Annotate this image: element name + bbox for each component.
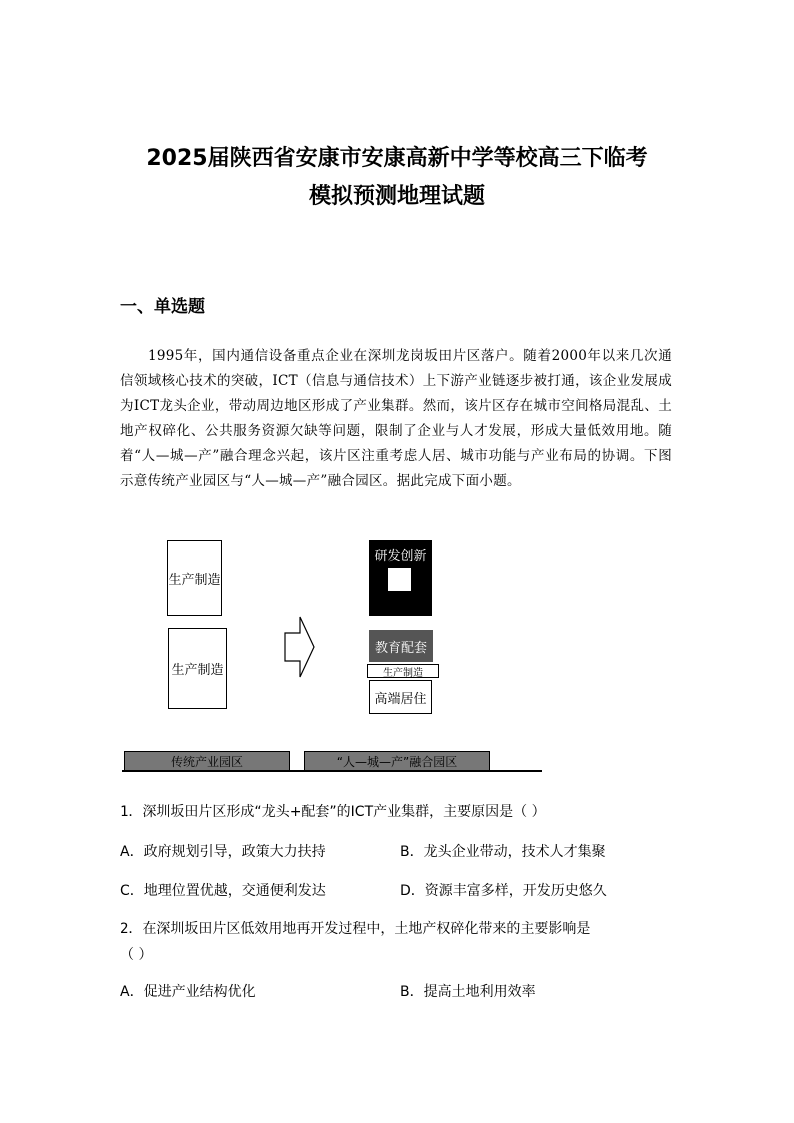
question-1 bbox=[120, 799, 680, 825]
exam-title bbox=[60, 140, 734, 216]
question-2-stem-bracket: （ ） bbox=[120, 947, 153, 963]
rd-label: 研发创新 bbox=[374, 549, 427, 564]
rd-block bbox=[369, 540, 432, 616]
q2-option-a[interactable]: A．促进产业结构优化 bbox=[120, 984, 256, 1000]
manufacturing-strip: 生产制造 bbox=[367, 664, 439, 678]
arrow-right-icon bbox=[284, 615, 316, 679]
rd-window bbox=[388, 568, 411, 591]
question-1-stem: 深圳坂田片区形成“龙头+配套”的ICT产业集群，主要原因是（ ） bbox=[142, 804, 546, 820]
q1-option-d[interactable]: D．资源丰富多样，开发历史悠久 bbox=[400, 883, 607, 899]
question-2 bbox=[120, 916, 680, 968]
caption-integrated: “人—城—产”融合园区 bbox=[304, 751, 490, 771]
question-2-number: 2． bbox=[120, 921, 143, 937]
passage bbox=[120, 344, 672, 494]
q1-option-b[interactable]: B．龙头企业带动，技术人才集聚 bbox=[400, 844, 606, 860]
traditional-block-bottom: 生产制造 bbox=[168, 628, 227, 709]
question-1-number: 1． bbox=[120, 804, 143, 820]
residential-block: 高端居住 bbox=[369, 680, 432, 714]
caption-traditional: 传统产业园区 bbox=[124, 751, 290, 771]
title-line-2: 模拟预测地理试题 bbox=[308, 184, 485, 209]
q1-option-c[interactable]: C．地理位置优越，交通便利发达 bbox=[120, 883, 326, 899]
question-2-stem: 在深圳坂田片区低效用地再开发过程中，土地产权碎化带来的主要影响是 bbox=[142, 921, 591, 937]
section-heading: 一、单选题 bbox=[120, 297, 205, 317]
figure-baseline bbox=[122, 770, 542, 772]
traditional-block-top: 生产制造 bbox=[167, 540, 222, 616]
education-block: 教育配套 bbox=[369, 630, 433, 662]
q1-option-a[interactable]: A．政府规划引导，政策大力扶持 bbox=[120, 844, 326, 860]
passage-text: 1995年，国内通信设备重点企业在深圳龙岗坂田片区落户。随着2000年以来几次通信领域核心技术的突破，ICT（信息与通信技术）上下游产业链逐步被打通，该企业发展成为ICT龙头企业，带动周边地区形成了产业集群。然而，该片区存在城市空间格局混乱、土地产权碎化、公共服务资源欠缺等问题，限制了企业与人才发展，形成大量低效用地。随着“人—城—产”融合理念兴起，该片区注重考虑人居、城市功能与产业布局的协调。下图示意传统产业园区与“人—城—产”融合园区。据此完成下面小题。 bbox=[120, 348, 672, 489]
title-line-1: 2025届陕西省安康市安康高新中学等校高三下临考 bbox=[146, 146, 648, 171]
q2-option-b[interactable]: B．提高土地利用效率 bbox=[400, 984, 536, 1000]
